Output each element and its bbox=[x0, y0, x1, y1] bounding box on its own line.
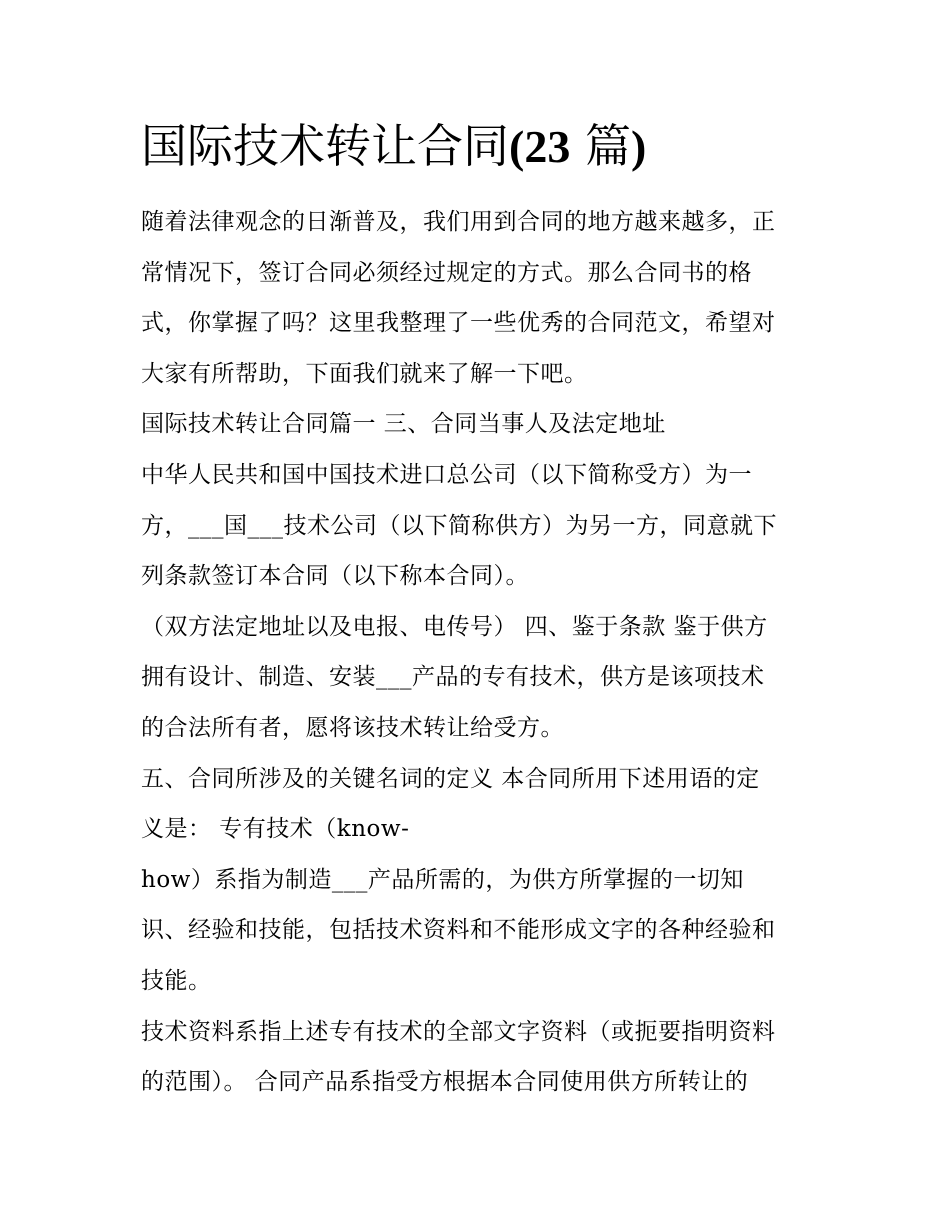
body-line: 方，___国___技术公司（以下简称供方）为另一方，同意就下 bbox=[141, 512, 777, 539]
body-line: 五、合同所涉及的关键名词的定义 本合同所用下述用语的定 bbox=[141, 765, 760, 792]
document-title-paren-open: ( bbox=[509, 121, 525, 172]
body-line: 常情况下，签订合同必须经过规定的方式。那么合同书的格 bbox=[141, 259, 752, 286]
body-line: 的合法所有者，愿将该技术转让给受方。 bbox=[141, 714, 564, 741]
body-line: 技术资料系指上述专有技术的全部文字资料（或扼要指明资料 bbox=[141, 1018, 776, 1045]
body-line: 列条款签订本合同（以下称本合同）。 bbox=[141, 563, 529, 590]
body-line: 识、经验和技能，包括技术资料和不能形成文字的各种经验和 bbox=[141, 917, 776, 944]
body-line: 义是： 专有技术（know- bbox=[141, 816, 410, 843]
body-line: 式，你掌握了吗？这里我整理了一些优秀的合同范文，希望对 bbox=[141, 310, 776, 337]
document-title-number: 23 bbox=[524, 121, 571, 172]
body-line: 技能。 bbox=[141, 967, 212, 994]
document-title-text: 国际技术转让合同 bbox=[141, 119, 509, 173]
body-line: （双方法定地址以及电报、电传号） 四、鉴于条款 鉴于供方 bbox=[141, 613, 768, 640]
document-title bbox=[141, 116, 646, 177]
body-line: how）系指为制造___产品所需的，为供方所掌握的一切知 bbox=[141, 866, 744, 893]
document-title-paren-close: ) bbox=[630, 121, 647, 172]
body-line: 的范围）。 合同产品系指受方根据本合同使用供方所转让的 bbox=[141, 1069, 749, 1096]
body-line: 随着法律观念的日渐普及，我们用到合同的地方越来越多，正 bbox=[141, 209, 776, 235]
body-line: 拥有设计、制造、安装___产品的专有技术，供方是该项技术 bbox=[141, 664, 765, 691]
body-line: 中华人民共和国中国技术进口总公司（以下简称受方）为一 bbox=[141, 461, 752, 488]
document-title-unit: 篇 bbox=[570, 119, 631, 173]
body-line: 国际技术转让合同篇一 三、合同当事人及法定地址 bbox=[141, 411, 666, 438]
document-body bbox=[141, 197, 831, 1108]
body-line: 大家有所帮助，下面我们就来了解一下吧。 bbox=[141, 360, 588, 387]
